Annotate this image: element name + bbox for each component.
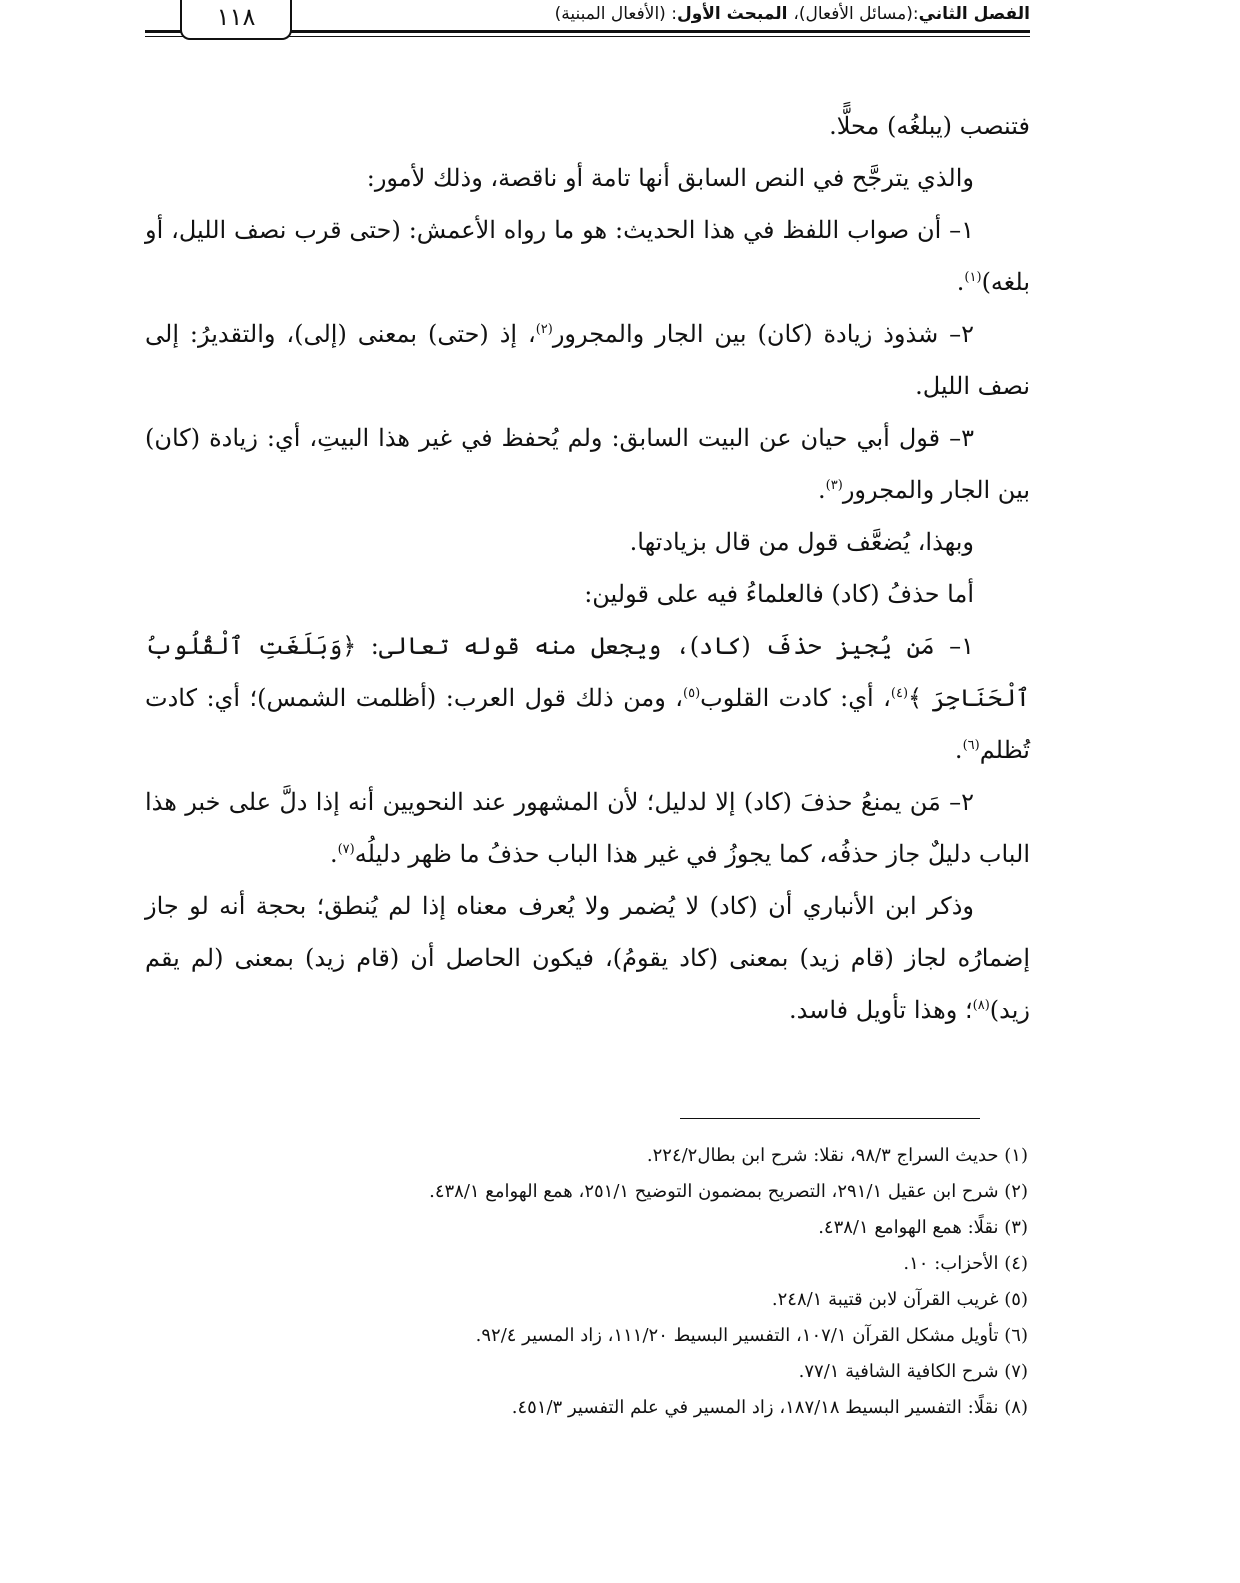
paragraph: وذكر ابن الأنباري أن (كاد) لا يُضمر ولا يُعرف معناه إذا لم يُنطق؛ بحجة أنه لو جاز إضمارُه لجاز (قام زيد) بمعنى (كاد يقومُ)، فيكون الحاصل أن (قام زيد) بمعنى (لم يقم زيد)$^{(٨)}$؛ وهذا تأويل فاسد. xyxy=(145,892,1030,1024)
footnote: (٣) نقلًا: همع الهوامع ٤٣٨/١. xyxy=(818,1217,1028,1238)
footnote: (٨) نقلًا: التفسير البسيط ١٨٧/١٨، زاد المسير في علم التفسير ٤٥١/٣. xyxy=(511,1397,1028,1418)
footnote-separator xyxy=(680,1118,980,1119)
footnote-ref[interactable]: (١) xyxy=(964,270,982,285)
paragraph: ١– مَن يُجيز حذفَ (كاد)، ويجعل منه قوله تعالى: ﴿وَبَلَغَتِ ٱلْقُلُوبُ ٱلْحَنَاجِرَ ﴾$^{(٤)}$، أي: كادت القلوب$^{(٥)}$، ومن ذلك قول العرب: (أظلمت الشمس)؛ أي: كادت تُظلم$^{(٦)}$. xyxy=(145,632,1030,764)
paragraph: أما حذفُ (كاد) فالعلماءُ فيه على قولين: xyxy=(584,580,974,608)
footnote: (٧) شرح الكافية الشافية ٧٧/١. xyxy=(798,1361,1028,1382)
page-number: ١١٨ xyxy=(180,0,292,40)
paragraph: ٢– شذوذ زيادة (كان) بين الجار والمجرور$^{(٢)}$، إذ (حتى) بمعنى (إلى)، والتقديرُ: إلى نصف الليل. xyxy=(145,320,1030,400)
footnote-ref[interactable]: (٥) xyxy=(683,686,701,701)
footnote: (١) حديث السراج ٩٨/٣، نقلا: شرح ابن بطال٢٢٤/٢. xyxy=(646,1145,1028,1166)
paragraph: فتنصب (يبلغُه) محلًّا. xyxy=(829,112,1030,140)
footnote: (٦) تأويل مشكل القرآن ١٠٧/١، التفسير البسيط ١١١/٢٠، زاد المسير ٩٢/٤. xyxy=(475,1325,1028,1346)
footnote-ref[interactable]: (٣) xyxy=(825,478,843,493)
footnote: (٢) شرح ابن عقيل ٢٩١/١، التصريح بمضمون التوضيح ٢٥١/١، همع الهوامع ٤٣٨/١. xyxy=(429,1181,1028,1202)
footnote-ref[interactable]: (٧) xyxy=(337,842,355,857)
footnote-ref[interactable]: (٢) xyxy=(535,322,553,337)
main-text xyxy=(145,100,1030,1036)
footnote-ref[interactable]: (٨) xyxy=(972,998,990,1013)
paragraph: والذي يترجَّح في النص السابق أنها تامة أو ناقصة، وذلك لأمور: xyxy=(366,164,974,192)
footnote: (٤) الأحزاب: ١٠. xyxy=(903,1253,1028,1274)
paragraph: ٢– مَن يمنعُ حذفَ (كاد) إلا لدليل؛ لأن المشهور عند النحويين أنه إذا دلَّ على خبر هذا الباب دليلٌ جاز حذفُه، كما يجوزُ في غير هذا الباب حذفُ ما ظهر دليلُه$^{(٧)}$. xyxy=(145,788,1030,868)
paragraph: ١– أن صواب اللفظ في هذا الحديث: هو ما رواه الأعمش: (حتى قرب نصف الليل، أو بلغه)$^{(١)}$. xyxy=(145,216,1030,296)
footnotes xyxy=(145,1138,1030,1426)
running-header xyxy=(145,0,1030,44)
footnote-ref[interactable]: (٤) xyxy=(890,686,909,701)
paragraph: وبهذا، يُضعَّف قول من قال بزيادتها. xyxy=(629,528,974,556)
chapter-title: الفصل الثاني:(مسائل الأفعال)، المبحث الأول: (الأفعال المبنية) xyxy=(554,4,1030,24)
footnote-ref[interactable]: (٦) xyxy=(962,738,980,753)
paragraph: ٣– قول أبي حيان عن البيت السابق: ولم يُحفظ في غير هذا البيتِ، أي: زيادة (كان) بين الجار والمجرور$^{(٣)}$. xyxy=(145,424,1030,504)
footnote: (٥) غريب القرآن لابن قتيبة ٢٤٨/١. xyxy=(771,1289,1028,1310)
